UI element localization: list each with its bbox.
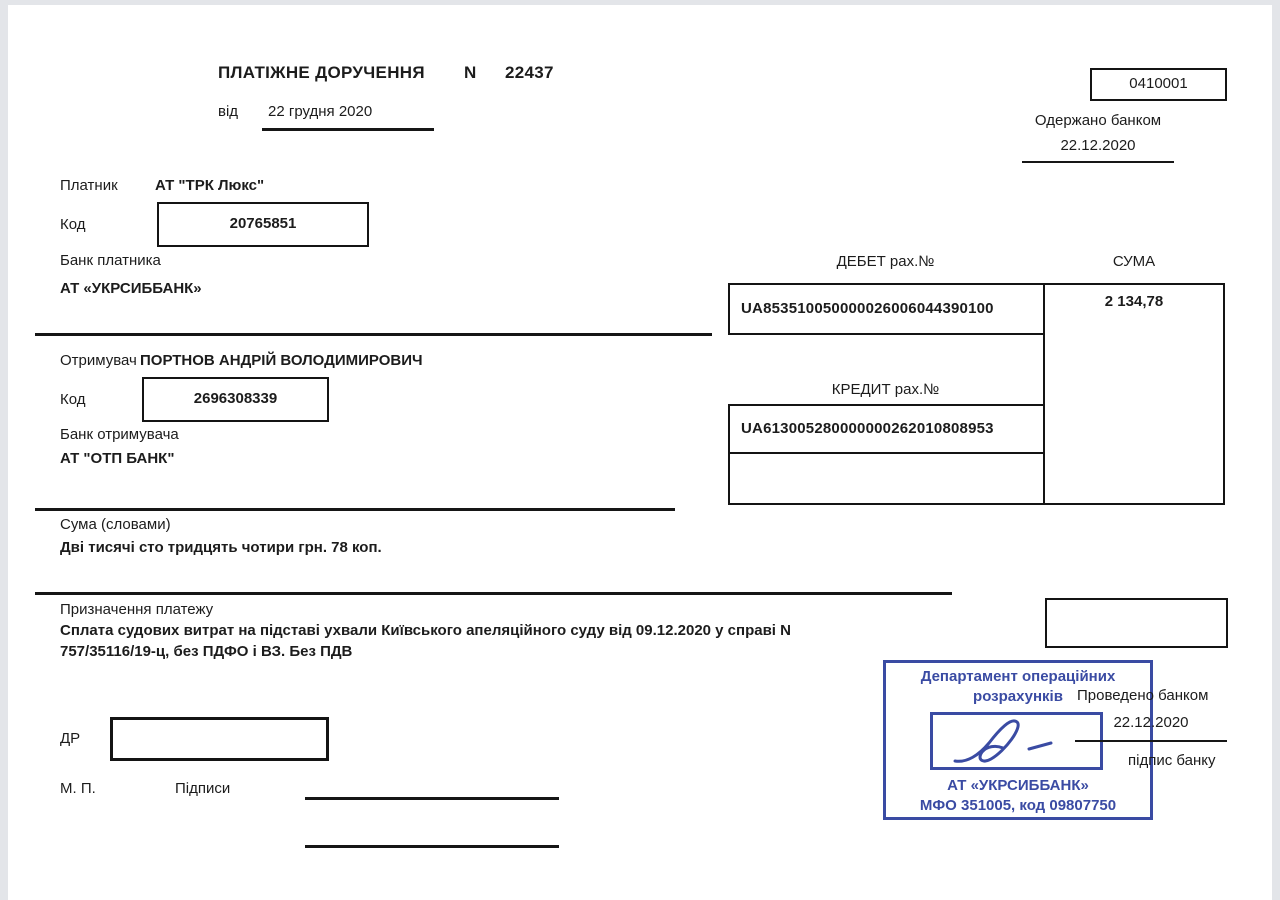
document-date: 22 грудня 2020 [268, 103, 373, 120]
bank-signature-label: підпис банку [1128, 752, 1216, 769]
payer-bank-name: АТ «УКРСИББАНК» [60, 280, 202, 297]
purpose-code-box [1045, 598, 1228, 648]
signature-line-2 [305, 845, 559, 848]
purpose-text-line2: 757/35116/19-ц, без ПДФО і ВЗ. Без ПДВ [60, 643, 353, 660]
stamp-bank-name: АТ «УКРСИББАНК» [947, 777, 1089, 794]
stamp-department-line2: розрахунків [973, 688, 1063, 705]
credit-account-label: КРЕДИТ рах.№ [831, 381, 940, 398]
credit-account-box [728, 404, 1043, 454]
document-number: 22437 [505, 63, 554, 82]
stamp-mfo-code: МФО 351005, код 09807750 [919, 797, 1117, 814]
received-date: 22.12.2020 [1060, 137, 1136, 154]
form-code-box [1090, 68, 1227, 101]
date-underline [262, 128, 434, 131]
dr-box [110, 717, 329, 761]
amount-words-label: Сума (словами) [60, 516, 171, 533]
section-divider-1 [35, 333, 712, 336]
received-date-underline [1022, 161, 1174, 163]
recipient-label: Отримувач [60, 352, 137, 369]
section-divider-3 [35, 592, 952, 595]
empty-cell-box [728, 454, 1043, 505]
form-code: 0410001 [1129, 75, 1188, 92]
document-title: ПЛАТІЖНЕ ДОРУЧЕННЯ [218, 63, 425, 82]
debit-account-box [728, 283, 1043, 335]
purpose-text-line1: Сплата судових витрат на підставі ухвали Київського апеляційного суду від 09.12.2020 у справі N [60, 622, 791, 639]
payer-code-box [157, 202, 369, 247]
recipient-bank-name: АТ "ОТП БАНК" [60, 450, 175, 467]
sum-label: СУМА [1112, 253, 1156, 270]
recipient-code-label: Код [60, 391, 86, 408]
signatures-label: Підписи [175, 780, 231, 797]
credit-iban: UA613005280000000262010808953 [741, 420, 994, 437]
sum-value: 2 134,78 [1104, 293, 1164, 310]
signature-line-1 [305, 797, 559, 800]
recipient-code: 2696308339 [193, 390, 278, 407]
processed-date: 22.12.2020 [1113, 714, 1189, 731]
debit-iban: UA853510050000026006044390100 [741, 300, 994, 317]
received-by-bank-label: Одержано банком [1034, 112, 1162, 129]
recipient-name: ПОРТНОВ АНДРІЙ ВОЛОДИМИРОВИЧ [140, 352, 423, 369]
debit-account-label: ДЕБЕТ рах.№ [836, 253, 935, 270]
payer-name: АТ "ТРК Люкс" [155, 177, 265, 194]
document-number-label: N [464, 63, 477, 82]
processed-date-underline [1075, 740, 1227, 742]
stamp-department-line1: Департамент операційних [920, 668, 1116, 685]
mp-label: М. П. [60, 780, 96, 797]
section-divider-2 [35, 508, 675, 511]
date-prefix: від [218, 103, 239, 120]
recipient-code-box [142, 377, 329, 422]
payer-code-label: Код [60, 216, 86, 233]
purpose-label: Призначення платежу [60, 601, 214, 618]
amount-words-text: Дві тисячі сто тридцять чотири грн. 78 коп. [60, 539, 382, 556]
dr-label: ДР [60, 730, 81, 747]
recipient-bank-label: Банк отримувача [60, 426, 179, 443]
payer-code: 20765851 [229, 215, 297, 232]
payer-bank-label: Банк платника [60, 252, 161, 269]
payer-label: Платник [60, 177, 118, 194]
sum-box [1043, 283, 1225, 505]
processed-by-bank-label: Проведено банком [1077, 687, 1209, 704]
